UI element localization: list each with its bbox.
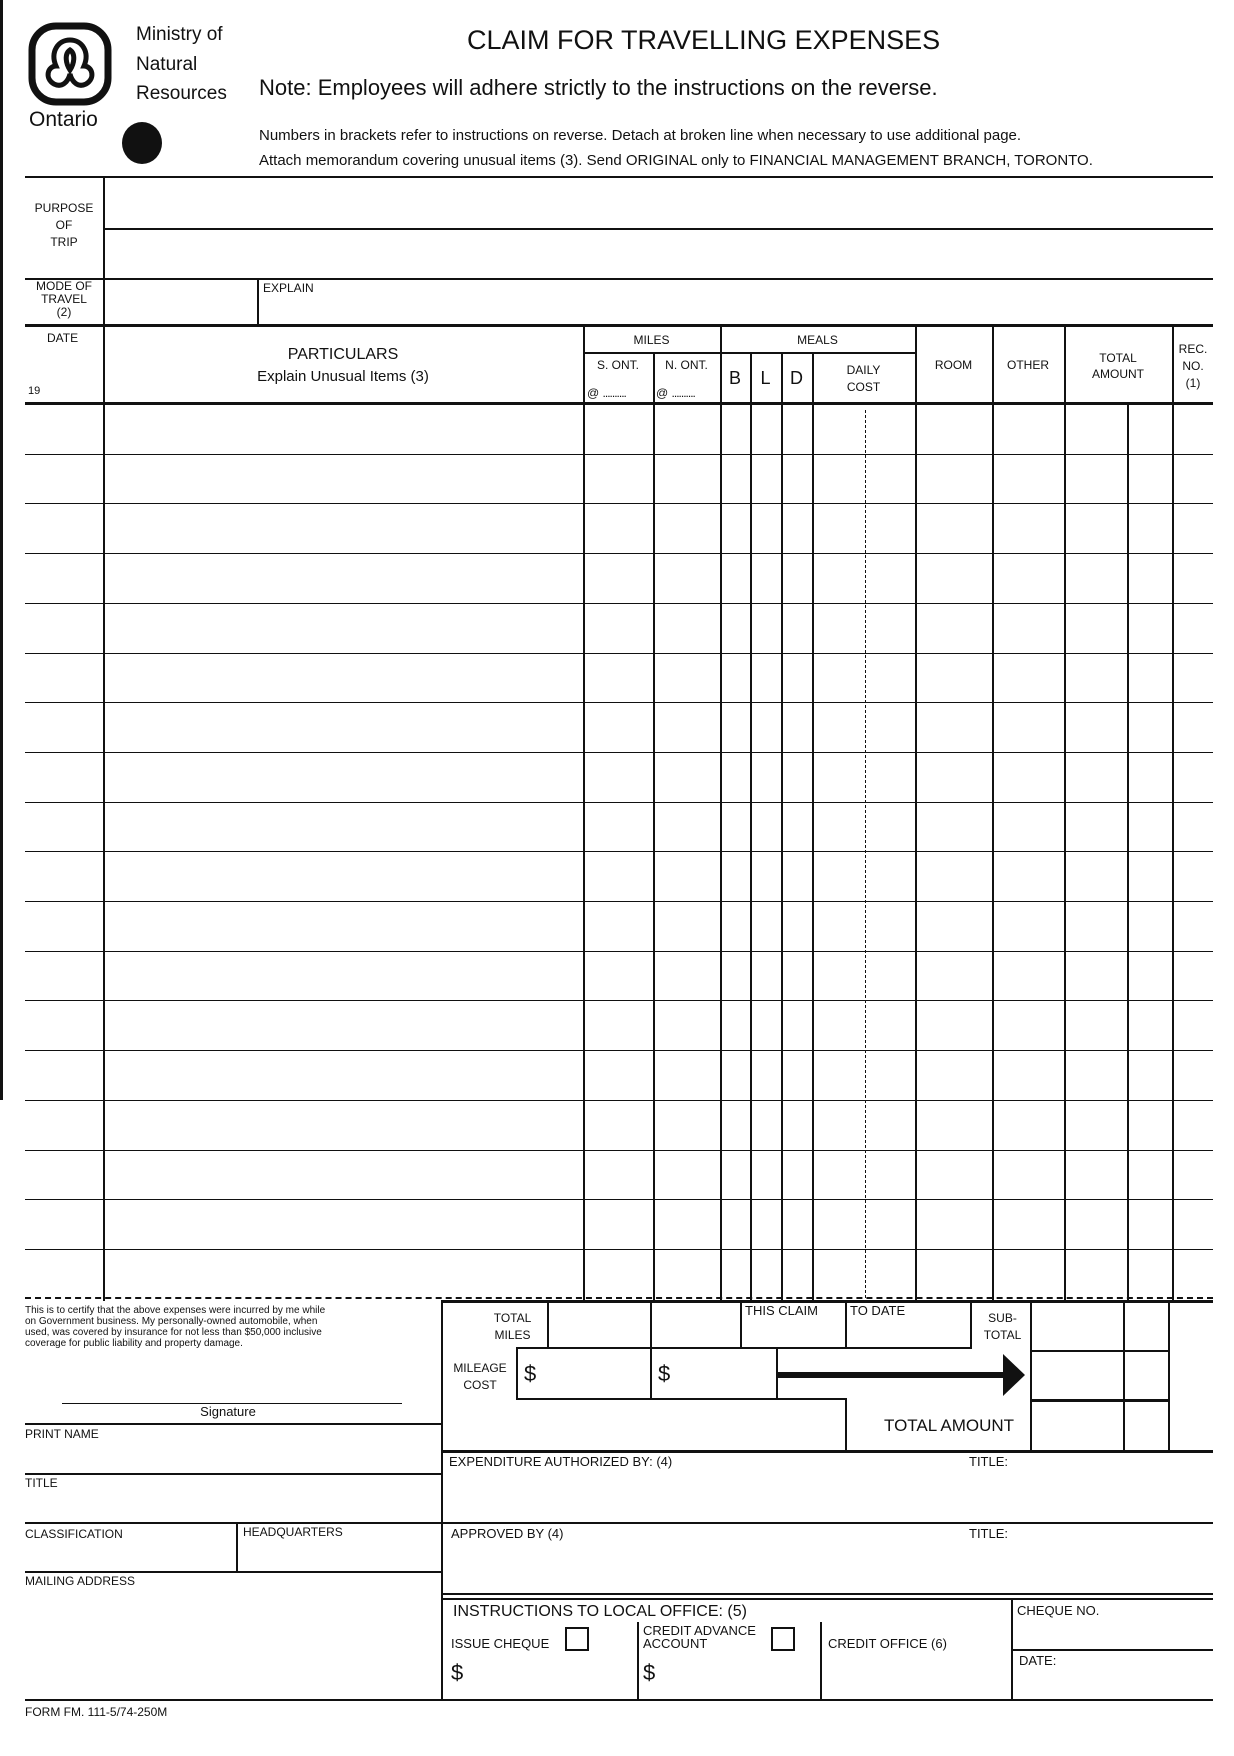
divider [970, 1302, 972, 1348]
cheque-no-field[interactable] [1015, 1620, 1209, 1646]
print-name-label: PRINT NAME [25, 1427, 99, 1441]
purpose-label: PURPOSE OF TRIP [34, 201, 94, 249]
expense-row[interactable] [25, 1150, 1213, 1200]
divider [25, 1571, 442, 1573]
divider [547, 1302, 549, 1348]
divider [236, 1522, 238, 1571]
title-label: TITLE [25, 1476, 58, 1490]
row-divider [25, 901, 1213, 902]
issue-cheque-checkbox[interactable] [565, 1627, 589, 1651]
this-claim-label: THIS CLAIM [745, 1303, 818, 1318]
row-divider [25, 503, 1213, 504]
expense-row[interactable] [25, 1199, 1213, 1249]
sub-total-label: SUB- TOTAL [983, 1311, 1022, 1342]
province-name: Ontario [29, 108, 98, 131]
classification-field[interactable] [25, 1543, 233, 1569]
arrow-right-icon [777, 1352, 1027, 1398]
divider [845, 1302, 847, 1348]
expense-row[interactable] [25, 802, 1213, 852]
certification-text: This is to certify that the above expenses were incurred by me while on Government business. My personally-owned automobile, when used, was covered by insurance for not less than $50,000 inclusive coverage for public liability and property damage. [25, 1305, 326, 1349]
ministry-line-2: Natural [136, 54, 198, 75]
n-ont-dollar: $ [658, 1361, 671, 1386]
divider [442, 1593, 1213, 1595]
divider [25, 1473, 442, 1475]
divider [25, 278, 1213, 280]
page-edge [0, 0, 3, 1100]
issue-cheque-label: ISSUE CHEQUE [451, 1636, 550, 1651]
cheque-date-field[interactable] [1015, 1670, 1209, 1696]
expense-row[interactable] [25, 851, 1213, 901]
total-amount-header: TOTAL AMOUNT [1092, 351, 1144, 381]
mode-of-travel-field[interactable] [106, 281, 256, 323]
row-divider [25, 702, 1213, 703]
total-miles-label: TOTAL MILES [493, 1311, 532, 1342]
instructions-heading: INSTRUCTIONS TO LOCAL OFFICE: (5) [453, 1603, 747, 1620]
divider [1168, 1302, 1170, 1452]
expenditure-title-label: TITLE: [969, 1454, 1009, 1469]
meals-header: MEALS [797, 333, 838, 347]
form-note: Note: Employees will adhere strictly to the instructions on the reverse. [259, 75, 938, 100]
n-ont-header: N. ONT. [665, 358, 708, 372]
expense-row[interactable] [25, 1249, 1213, 1299]
ontario-trillium-logo [28, 22, 112, 106]
row-divider [25, 1199, 1213, 1200]
mailing-address-label: MAILING ADDRESS [25, 1574, 136, 1588]
expense-row[interactable] [25, 951, 1213, 1001]
expenditure-authorized-label: EXPENDITURE AUTHORIZED BY: (4) [449, 1454, 673, 1469]
divider [820, 1622, 822, 1699]
s-ont-header: S. ONT. [596, 358, 639, 372]
grand-total-field[interactable] [1033, 1403, 1121, 1449]
mileage-total-field[interactable] [1033, 1353, 1121, 1397]
mileage-cost-label: MILEAGE COST [453, 1361, 507, 1392]
headquarters-field[interactable] [241, 1543, 437, 1569]
room-header: ROOM [934, 358, 973, 372]
explain-label: EXPLAIN [263, 281, 314, 295]
n-ont-rate[interactable]: @ .......... [656, 386, 695, 400]
ministry-line-3: Resources [136, 83, 227, 104]
row-divider [25, 752, 1213, 753]
expense-row[interactable] [25, 603, 1213, 653]
approved-by-label: APPROVED BY (4) [451, 1526, 564, 1541]
registration-dot [122, 122, 162, 164]
expense-row[interactable] [25, 553, 1213, 603]
row-divider [25, 603, 1213, 604]
other-header: OTHER [1007, 358, 1049, 372]
sub-total-field[interactable] [1033, 1304, 1121, 1348]
expense-row[interactable] [25, 1100, 1213, 1150]
print-name-field[interactable] [25, 1443, 437, 1471]
divider [442, 1522, 1213, 1524]
approved-by-field[interactable] [449, 1545, 1209, 1589]
divider [516, 1347, 518, 1400]
date-header: DATE [47, 331, 79, 345]
mailing-address-field[interactable] [25, 1592, 437, 1696]
divider [25, 1699, 1213, 1701]
expense-row[interactable] [25, 1050, 1213, 1100]
expense-row[interactable] [25, 454, 1213, 504]
divider [442, 1450, 1213, 1453]
total-miles-s-ont-field[interactable] [550, 1304, 647, 1346]
divider [1030, 1302, 1032, 1452]
divider [1030, 1350, 1170, 1352]
lunch-header: L [760, 368, 771, 388]
divider [442, 1300, 1213, 1303]
cheque-date-label: DATE: [1019, 1653, 1057, 1668]
divider [637, 1622, 639, 1699]
row-divider [25, 653, 1213, 654]
title-field[interactable] [25, 1492, 437, 1520]
issue-cheque-dollar: $ [451, 1660, 464, 1685]
expense-row[interactable] [25, 404, 1213, 454]
expense-row[interactable] [25, 1000, 1213, 1050]
n-ont-mileage-cost-field[interactable] [680, 1352, 772, 1396]
row-divider [25, 851, 1213, 852]
credit-advance-label: CREDIT ADVANCE ACCOUNT [643, 1623, 756, 1651]
expense-row[interactable] [25, 653, 1213, 703]
miles-header: MILES [633, 333, 670, 347]
to-date-label: TO DATE [850, 1303, 906, 1318]
row-divider [25, 454, 1213, 455]
expense-row[interactable] [25, 901, 1213, 951]
row-divider [25, 1100, 1213, 1101]
year-prefix: 19 [28, 385, 41, 397]
dinner-header: D [790, 368, 803, 388]
expense-row[interactable] [25, 752, 1213, 802]
row-divider [25, 553, 1213, 554]
form-number: FORM FM. 111-5/74-250M [25, 1705, 168, 1719]
divider [1030, 1399, 1170, 1402]
divider [442, 1598, 1213, 1600]
divider [845, 1398, 847, 1451]
credit-office-label: CREDIT OFFICE (6) [828, 1636, 947, 1651]
rec-no-header: REC. NO. (1) [1178, 342, 1208, 390]
detach-line [25, 1297, 1213, 1299]
s-ont-mileage-cost-field[interactable] [545, 1352, 645, 1396]
headquarters-label: HEADQUARTERS [243, 1525, 343, 1539]
credit-advance-dollar: $ [643, 1660, 656, 1685]
mode-of-travel-label: MODE OF TRAVEL (2) [36, 279, 92, 319]
divider [25, 1522, 442, 1524]
row-divider [25, 951, 1213, 952]
total-amount-label: TOTAL AMOUNT [884, 1416, 1015, 1435]
expense-row[interactable] [25, 503, 1213, 553]
expense-row[interactable] [25, 702, 1213, 752]
row-divider [25, 1050, 1213, 1051]
divider [1123, 1302, 1125, 1452]
signature-label: Signature [200, 1404, 256, 1419]
total-miles-n-ont-field[interactable] [653, 1304, 738, 1346]
cheque-no-label: CHEQUE NO. [1017, 1603, 1100, 1618]
divider [25, 324, 1213, 327]
purpose-field-line-1[interactable] [108, 180, 1208, 224]
divider [1011, 1649, 1213, 1651]
row-divider [25, 802, 1213, 803]
divider [257, 278, 259, 325]
expenditure-authorized-field[interactable] [449, 1472, 1209, 1520]
explain-field[interactable] [330, 281, 1210, 323]
classification-label: CLASSIFICATION [25, 1527, 123, 1541]
signature-field[interactable] [62, 1360, 402, 1402]
daily-cost-header: DAILY COST [846, 363, 881, 394]
divider [740, 1302, 742, 1348]
credit-advance-checkbox[interactable] [771, 1627, 795, 1651]
divider [103, 228, 1213, 230]
row-divider [25, 1150, 1213, 1151]
divider [516, 1347, 972, 1349]
instruction-line-2: Attach memorandum covering unusual items (3). Send ORIGINAL only to FINANCIAL MANAGEMENT BRANCH, TORONTO. [259, 152, 1093, 169]
instruction-line-1: Numbers in brackets refer to instructions on reverse. Detach at broken line when necessary to use additional page. [259, 127, 1022, 144]
form-title: CLAIM FOR TRAVELLING EXPENSES [467, 25, 941, 55]
divider [583, 352, 915, 354]
divider [25, 176, 1213, 178]
breakfast-header: B [728, 368, 741, 388]
row-divider [25, 1249, 1213, 1250]
divider [516, 1398, 846, 1400]
s-ont-rate[interactable]: @ .......... [587, 386, 626, 400]
purpose-field-line-2[interactable] [108, 232, 1208, 274]
divider [25, 1423, 442, 1425]
s-ont-dollar: $ [524, 1361, 537, 1386]
particulars-header: PARTICULARS [287, 346, 399, 363]
particulars-subheader: Explain Unusual Items (3) [257, 368, 429, 385]
ministry-line-1: Ministry of [136, 24, 223, 45]
divider [650, 1302, 652, 1400]
approved-title-label: TITLE: [969, 1526, 1009, 1541]
divider [441, 1300, 443, 1700]
row-divider [25, 1000, 1213, 1001]
